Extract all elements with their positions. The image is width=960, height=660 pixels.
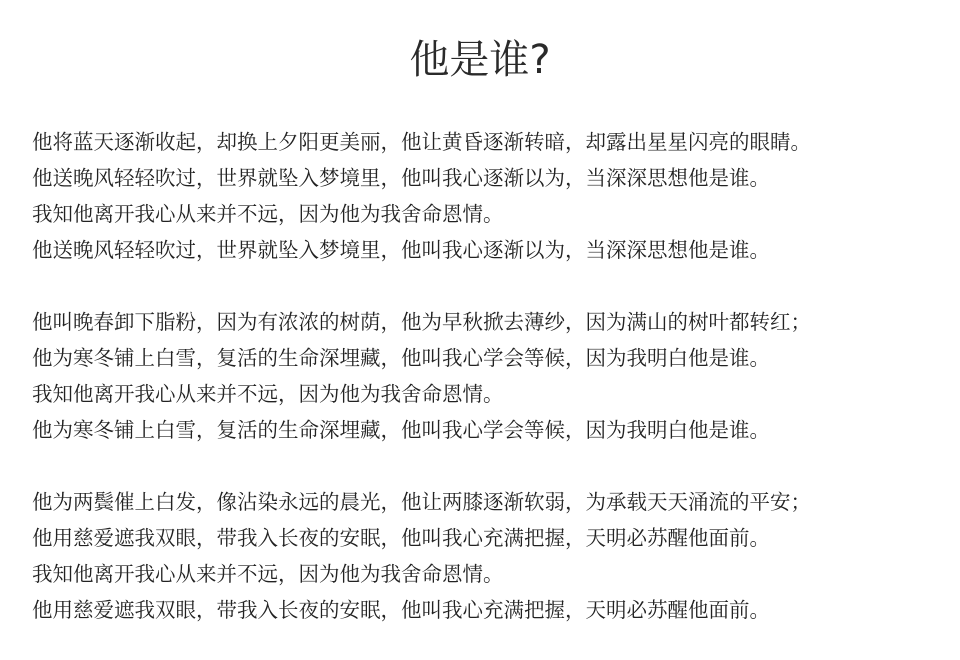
stanza-line: 他为寒冬铺上白雪，复活的生命深埋藏，他叫我心学会等候，因为我明白他是谁。	[32, 346, 770, 370]
stanza-line: 我知他离开我心从来并不远，因为他为我舍命恩情。	[32, 382, 504, 406]
stanza-line: 他为两鬓催上白发，像沾染永远的晨光，他让两膝逐渐软弱，为承载天天涌流的平安；	[32, 490, 811, 514]
stanza-line: 他送晚风轻轻吹过，世界就坠入梦境里，他叫我心逐渐以为，当深深思想他是谁。	[32, 238, 770, 262]
stanza-line: 我知他离开我心从来并不远，因为他为我舍命恩情。	[32, 202, 504, 226]
stanza-line: 他叫晚春卸下脂粉，因为有浓浓的树荫，他为早秋掀去薄纱，因为满山的树叶都转红；	[32, 310, 811, 334]
stanza-line: 他为寒冬铺上白雪，复活的生命深埋藏，他叫我心学会等候，因为我明白他是谁。	[32, 418, 770, 442]
stanza-line: 他用慈爱遮我双眼，带我入长夜的安眠，他叫我心充满把握，天明必苏醒他面前。	[32, 598, 770, 622]
stanza-2	[32, 304, 952, 448]
stanza-line: 他用慈爱遮我双眼，带我入长夜的安眠，他叫我心充满把握，天明必苏醒他面前。	[32, 526, 770, 550]
stanza-line: 他将蓝天逐渐收起，却换上夕阳更美丽，他让黄昏逐渐转暗，却露出星星闪亮的眼睛。	[32, 130, 811, 154]
stanza-1	[32, 124, 952, 268]
stanza-3	[32, 484, 952, 628]
stanza-line: 我知他离开我心从来并不远，因为他为我舍命恩情。	[32, 562, 504, 586]
stanza-line: 他送晚风轻轻吹过，世界就坠入梦境里，他叫我心逐渐以为，当深深思想他是谁。	[32, 166, 770, 190]
page-title: 他是谁?	[409, 37, 551, 83]
